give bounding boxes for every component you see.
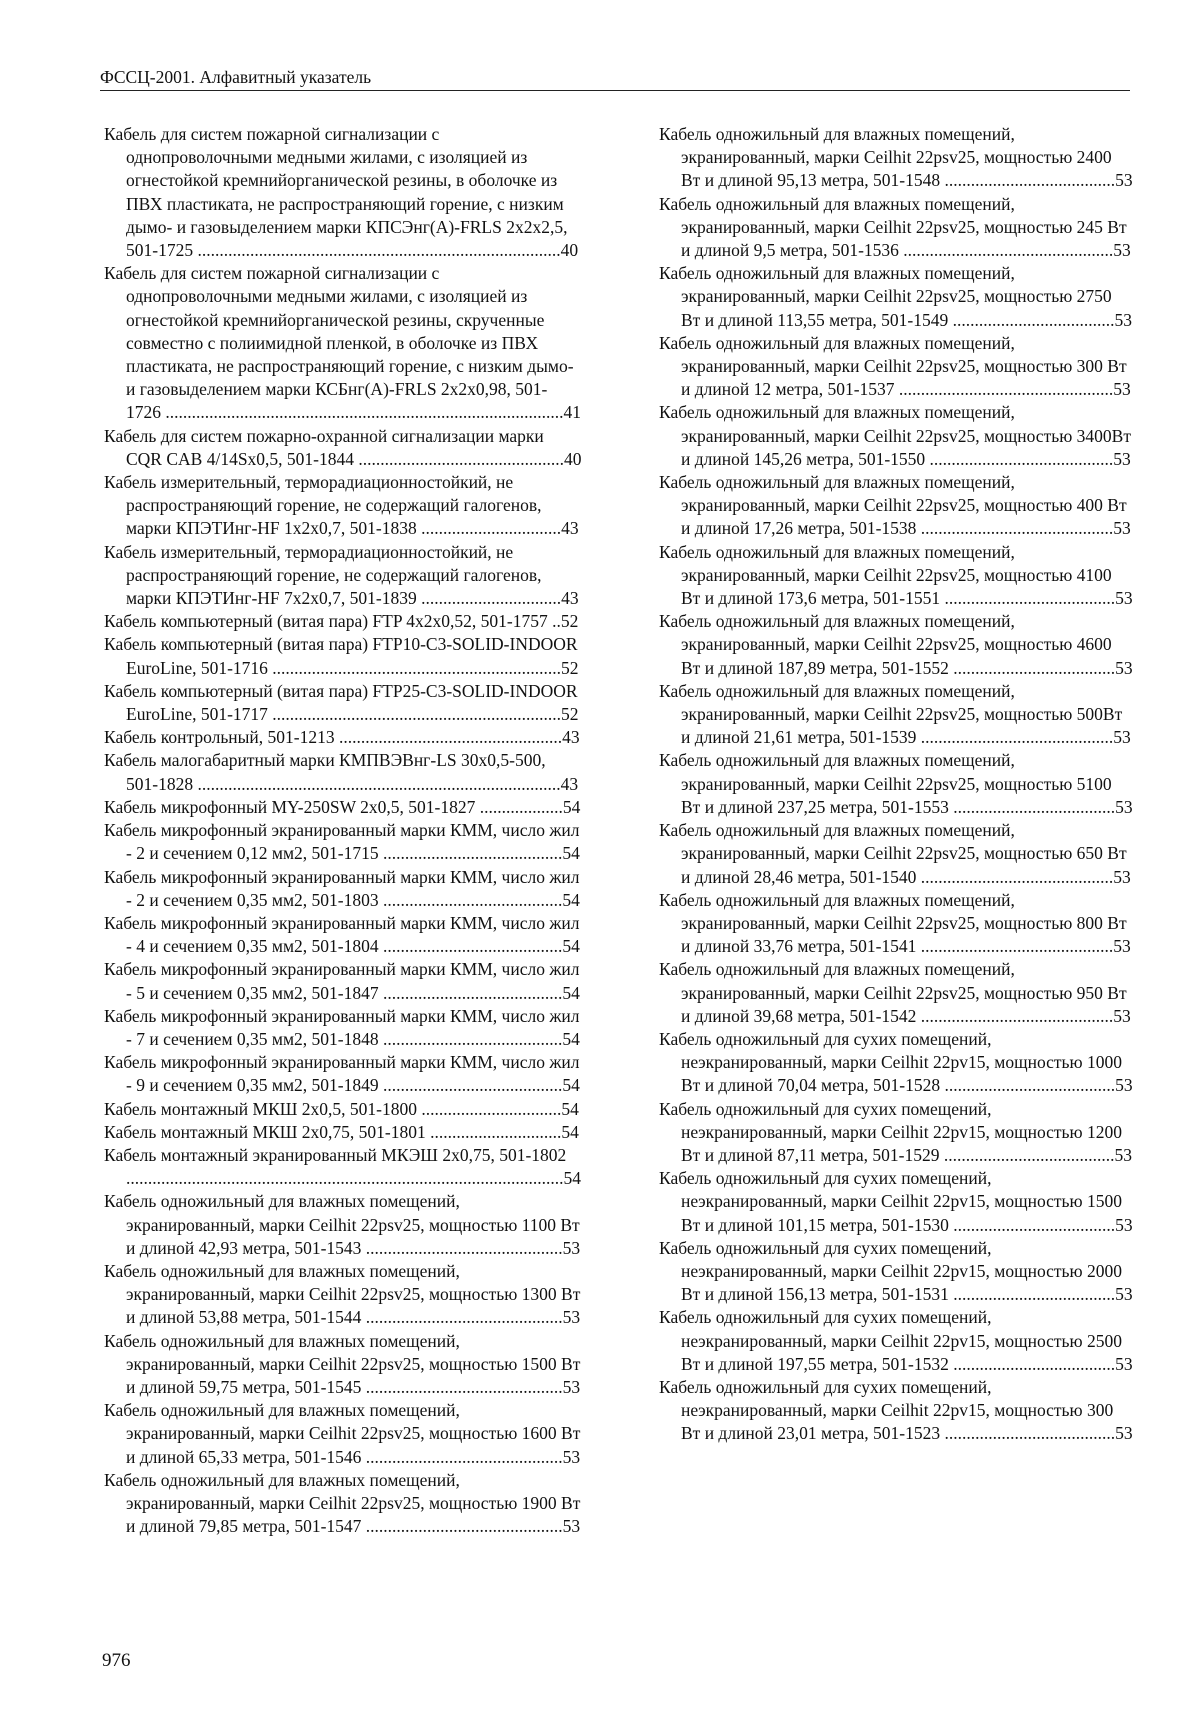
index-entry <box>104 680 582 726</box>
index-entry <box>104 1121 582 1144</box>
entry-page-number: 40 <box>560 240 579 261</box>
entry-text: Кабель одножильный для влажных помещений, экранированный, марки Ceilhit 22psv25, мощностью 800 Вт и длиной 33,76 метра, 501-1541 <box>659 889 1127 957</box>
leader-dots: ............................................. <box>365 1516 563 1537</box>
entry-text: Кабель одножильный для сухих помещений, неэкранированный, марки Ceilhit 22pv15, мощностью 2000 Вт и длиной 156,13 метра, 501-1531 <box>659 1237 1122 1305</box>
entry-text: Кабель микрофонный экранированный марки КММ, число жил - 2 и сечением 0,35 мм2, 501-1803 <box>104 866 580 910</box>
index-entry <box>104 1005 582 1051</box>
entry-text: Кабель одножильный для влажных помещений, экранированный, марки Ceilhit 22psv25, мощностью 650 Вт и длиной 28,46 метра, 501-1540 <box>659 820 1127 887</box>
entry-text: Кабель одножильный для влажных помещений, экранированный, марки Ceilhit 22psv25, мощностью 1500 Вт и длиной 59,75 метра, 501-1545 <box>104 1330 581 1397</box>
entry-page-number: 53 <box>562 1376 581 1397</box>
entry-page-number: 53 <box>1115 588 1133 609</box>
entry-text: Кабель микрофонный MY-250SW 2х0,5, 501-1827 <box>104 796 476 817</box>
entry-text: Кабель микрофонный экранированный марки КММ, число жил - 4 и сечением 0,35 мм2, 501-1804 <box>104 912 580 957</box>
index-entry <box>104 1190 582 1260</box>
leader-dots: ................................................................................... <box>197 240 561 261</box>
entry-text: Кабель одножильный для сухих помещений, неэкранированный, марки Ceilhit 22pv15, мощностью 1200 Вт и длиной 87,11 метра, 501-1529 <box>659 1098 1122 1165</box>
leader-dots: .................................................................................................... <box>126 1168 564 1189</box>
leader-dots: .................................................................. <box>272 704 562 725</box>
index-entry <box>104 1469 582 1539</box>
entry-page-number: 43 <box>561 518 579 539</box>
index-entry <box>104 541 582 611</box>
leader-dots: ................................ <box>421 588 562 609</box>
index-entry <box>659 819 1134 889</box>
entry-page-number: 40 <box>564 448 582 469</box>
index-entry <box>659 958 1134 1028</box>
index-entry <box>659 471 1134 541</box>
leader-dots: ......................................... <box>383 889 563 910</box>
leader-dots: ..................................... <box>952 309 1115 330</box>
entry-text: Кабель одножильный для влажных помещений, экранированный, марки Ceilhit 22psv25, мощностью 245 Вт и длиной 9,5 метра, 501-1536 <box>659 193 1127 261</box>
index-entry <box>659 541 1134 611</box>
leader-dots: ................................................ <box>903 240 1114 261</box>
leader-dots: ....................................... <box>943 1144 1115 1165</box>
entry-text: Кабель одножильный для влажных помещений, экранированный, марки Ceilhit 22psv25, мощностью 4100 Вт и длиной 173,6 метра, 501-1551 <box>659 541 1112 609</box>
entry-page-number: 54 <box>561 1121 579 1142</box>
entry-text: Кабель одножильный для влажных помещений, экранированный, марки Ceilhit 22psv25, мощностью 400 Вт и длиной 17,26 метра, 501-1538 <box>659 472 1127 539</box>
entry-page-number: 43 <box>560 773 579 794</box>
index-entry <box>104 1260 582 1330</box>
entry-page-number: 53 <box>1115 1075 1133 1096</box>
index-entry <box>104 912 582 958</box>
entry-page-number: 53 <box>1115 170 1133 191</box>
entry-text: Кабель контрольный, 501-1213 <box>104 727 335 748</box>
index-entry <box>104 796 582 819</box>
entry-page-number: 53 <box>1113 379 1131 400</box>
entry-text: Кабель одножильный для влажных помещений, экранированный, марки Ceilhit 22psv25, мощностью 300 Вт и длиной 12 метра, 501-1537 <box>659 332 1127 400</box>
index-entry <box>659 123 1134 193</box>
leader-dots: .............................. <box>430 1121 562 1142</box>
index-entry <box>104 1399 582 1469</box>
entry-page-number: 53 <box>1113 240 1131 261</box>
entry-text: Кабель измерительный, терморадиационностойкий, не распространяющий горение, не содержащий галогенов, марки КПЭТИнг-HF 7х2х0,7, 501-1839 <box>104 541 542 609</box>
leader-dots: ......................................... <box>383 1028 563 1049</box>
page-header <box>100 66 1130 91</box>
entry-text: Кабель одножильный для влажных помещений, экранированный, марки Ceilhit 22psv25, мощностью 2750 Вт и длиной 113,55 метра, 501-1549 <box>659 263 1112 330</box>
index-entry <box>659 262 1134 332</box>
entry-page-number: 53 <box>562 1237 581 1258</box>
entry-text: Кабель для систем пожарно-охранной сигнализации марки CQR CAB 4/14Sx0,5, 501-1844 <box>104 425 544 469</box>
index-entry <box>659 680 1134 750</box>
entry-page-number: 54 <box>563 1168 581 1189</box>
leader-dots: ..................................... <box>953 1353 1116 1374</box>
entry-page-number: 54 <box>562 936 580 957</box>
leader-dots: ................................ <box>421 518 562 539</box>
leader-dots: ............................................... <box>358 448 565 469</box>
entry-page-number: 52 <box>561 657 579 678</box>
entry-page-number: 53 <box>1115 1284 1133 1305</box>
leader-dots: ................................................... <box>339 727 563 748</box>
leader-dots: ........................................................................................... <box>165 402 564 423</box>
leader-dots: ..................................... <box>953 796 1116 817</box>
entry-page-number: 54 <box>562 982 580 1003</box>
entry-page-number: 53 <box>1115 1353 1133 1374</box>
leader-dots: .. <box>552 611 561 632</box>
leader-dots: ............................................. <box>365 1237 563 1258</box>
entry-page-number: 53 <box>1114 1144 1132 1165</box>
entry-text: Кабель одножильный для влажных помещений, экранированный, марки Ceilhit 22psv25, мощностью 1900 Вт и длиной 79,85 метра, 501-1547 <box>104 1469 581 1537</box>
index-entry <box>659 401 1134 471</box>
entry-page-number: 53 <box>1115 1423 1133 1444</box>
entry-text: Кабель одножильный для влажных помещений, экранированный, марки Ceilhit 22psv25, мощностью 4600 Вт и длиной 187,89 метра, 501-1552 <box>659 611 1112 678</box>
index-entry <box>104 1330 582 1400</box>
leader-dots: .......................................... <box>929 448 1114 469</box>
page-number: 976 <box>102 1650 131 1671</box>
entry-page-number: 53 <box>562 1516 581 1537</box>
entry-page-number: 53 <box>1115 1214 1133 1235</box>
entry-page-number: 54 <box>562 796 581 817</box>
index-entry <box>659 1376 1134 1446</box>
index-entry <box>104 471 582 541</box>
index-entry <box>659 889 1134 959</box>
leader-dots: ......................................... <box>383 982 563 1003</box>
entry-text: Кабель малогабаритный марки КМПВЭВнг-LS 30х0,5-500, 501-1828 <box>104 750 546 794</box>
entry-text: Кабель одножильный для сухих помещений, неэкранированный, марки Ceilhit 22pv15, мощностью 2500 Вт и длиной 197,55 метра, 501-1532 <box>659 1307 1122 1374</box>
leader-dots: ............................................ <box>920 866 1114 887</box>
entry-page-number: 41 <box>563 402 581 423</box>
entry-text: Кабель одножильный для сухих помещений, неэкранированный, марки Ceilhit 22pv15, мощностью 1000 Вт и длиной 70,04 метра, 501-1528 <box>659 1028 1122 1096</box>
entry-text: Кабель компьютерный (витая пара) FTP10-C3-SOLID-INDOOR EuroLine, 501-1716 <box>104 634 578 678</box>
entry-page-number: 54 <box>562 843 580 864</box>
entry-text: Кабель одножильный для влажных помещений, экранированный, марки Ceilhit 22psv25, мощностью 1600 Вт и длиной 65,33 метра, 501-1546 <box>104 1400 581 1467</box>
index-entry <box>659 1167 1134 1237</box>
entry-page-number: 54 <box>561 1098 579 1119</box>
index-entry <box>104 1098 582 1121</box>
index-entry <box>104 726 582 749</box>
entry-text: Кабель одножильный для влажных помещений, экранированный, марки Ceilhit 22psv25, мощностью 1300 Вт и длиной 53,88 метра, 501-1544 <box>104 1260 581 1328</box>
index-entry <box>659 1306 1134 1376</box>
entry-text: Кабель одножильный для влажных помещений, экранированный, марки Ceilhit 22psv25, мощностью 950 Вт и длиной 39,68 метра, 501-1542 <box>659 959 1127 1026</box>
entry-page-number: 53 <box>1113 518 1131 539</box>
leader-dots: ..................................... <box>953 1214 1116 1235</box>
leader-dots: ................................................. <box>898 379 1114 400</box>
entry-text: Кабель одножильный для влажных помещений, экранированный, марки Ceilhit 22psv25, мощностью 500Вт и длиной 21,61 метра, 501-1539 <box>659 680 1123 748</box>
entry-text: Кабель микрофонный экранированный марки КММ, число жил - 2 и сечением 0,12 мм2, 501-1715 <box>104 820 580 864</box>
index-entry <box>104 1051 582 1097</box>
leader-dots: ....................................... <box>944 1075 1116 1096</box>
leader-dots: ....................................... <box>944 170 1116 191</box>
index-entry <box>104 633 582 679</box>
entry-text: Кабель микрофонный экранированный марки КММ, число жил - 5 и сечением 0,35 мм2, 501-1847 <box>104 959 580 1003</box>
entry-text: Кабель одножильный для влажных помещений, экранированный, марки Ceilhit 22psv25, мощностью 2400 Вт и длиной 95,13 метра, 501-1548 <box>659 124 1112 191</box>
entry-page-number: 53 <box>562 1307 581 1328</box>
leader-dots: ......................................... <box>383 843 563 864</box>
leader-dots: ................... <box>479 796 563 817</box>
entry-text: Кабель компьютерный (витая пара) FTP25-C3-SOLID-INDOOR EuroLine, 501-1717 <box>104 680 578 725</box>
entry-text: Кабель для систем пожарной сигнализации с однопроволочными медными жилами, с изоляцией из огнестойкой кремнийорганической резины, в оболочке из ПВХ пластиката, не распространяющий горение, с низким дымо- и газовыделением марки КПСЭнг(А)-FRLS 2х2х2,5, 501-1725 <box>104 124 568 261</box>
entry-text: Кабель микрофонный экранированный марки КММ, число жил - 9 и сечением 0,35 мм2, 501-1849 <box>104 1052 580 1096</box>
leader-dots: ............................................. <box>365 1307 563 1328</box>
entry-page-number: 53 <box>1113 448 1131 469</box>
entry-text: Кабель компьютерный (витая пара) FTP 4х2х0,52, 501-1757 <box>104 611 548 632</box>
index-entry <box>104 749 582 795</box>
entry-text: Кабель монтажный МКШ 2х0,5, 501-1800 <box>104 1098 417 1119</box>
leader-dots: ............................................ <box>920 936 1114 957</box>
leader-dots: ............................................ <box>920 1005 1114 1026</box>
leader-dots: .................................................................. <box>272 657 562 678</box>
leader-dots: ..................................... <box>953 657 1116 678</box>
index-entry <box>104 425 582 471</box>
entry-page-number: 52 <box>560 611 579 632</box>
entry-page-number: 54 <box>562 1028 580 1049</box>
entry-text: Кабель микрофонный экранированный марки КММ, число жил - 7 и сечением 0,35 мм2, 501-1848 <box>104 1005 580 1049</box>
entry-page-number: 53 <box>1113 727 1131 748</box>
index-entry <box>659 193 1134 263</box>
entry-page-number: 43 <box>562 727 580 748</box>
entry-text: Кабель одножильный для сухих помещений, неэкранированный, марки Ceilhit 22pv15, мощностью 300 Вт и длиной 23,01 метра, 501-1523 <box>659 1376 1114 1444</box>
index-entry <box>659 1237 1134 1307</box>
entry-text: Кабель измерительный, терморадиационностойкий, не распространяющий горение, не содержащий галогенов, марки КПЭТИнг-HF 1х2х0,7, 501-1838 <box>104 472 542 539</box>
entry-text: Кабель одножильный для сухих помещений, неэкранированный, марки Ceilhit 22pv15, мощностью 1500 Вт и длиной 101,15 метра, 501-1530 <box>659 1168 1122 1235</box>
index-entry <box>659 332 1134 402</box>
index-entry <box>659 1098 1134 1168</box>
leader-dots: ............................................ <box>920 518 1114 539</box>
entry-page-number: 53 <box>1113 936 1131 957</box>
index-entry <box>659 610 1134 680</box>
index-column-left <box>104 123 582 1538</box>
index-entry <box>104 610 582 633</box>
entry-text: Кабель монтажный МКШ 2х0,75, 501-1801 <box>104 1121 426 1142</box>
entry-page-number: 53 <box>1114 309 1132 330</box>
entry-page-number: 43 <box>561 588 579 609</box>
entry-page-number: 52 <box>561 704 579 725</box>
leader-dots: ......................................... <box>383 1075 563 1096</box>
leader-dots: ............................................ <box>920 727 1114 748</box>
index-entry <box>659 749 1134 819</box>
entry-page-number: 53 <box>1113 1005 1131 1026</box>
leader-dots: ....................................... <box>944 588 1116 609</box>
entry-page-number: 53 <box>1113 866 1131 887</box>
entry-text: Кабель одножильный для влажных помещений, экранированный, марки Ceilhit 22psv25, мощностью 1100 Вт и длиной 42,93 метра, 501-1543 <box>104 1191 580 1258</box>
leader-dots: ................................................................................... <box>197 773 561 794</box>
entry-text: Кабель одножильный для влажных помещений, экранированный, марки Ceilhit 22psv25, мощностью 3400Вт и длиной 145,26 метра, 501-1550 <box>659 402 1131 469</box>
index-entry <box>104 262 582 424</box>
index-column-right <box>659 123 1134 1446</box>
header-title: ФССЦ-2001. Алфавитный указатель <box>100 67 372 87</box>
leader-dots: ............................................. <box>365 1376 563 1397</box>
entry-page-number: 53 <box>562 1446 581 1467</box>
entry-page-number: 53 <box>1115 796 1133 817</box>
index-entry <box>659 1028 1134 1098</box>
leader-dots: ............................................. <box>365 1446 563 1467</box>
leader-dots: ......................................... <box>383 936 563 957</box>
entry-page-number: 54 <box>562 1075 580 1096</box>
index-entry <box>104 958 582 1004</box>
entry-text: Кабель для систем пожарной сигнализации с однопроволочными медными жилами, с изоляцией из огнестойкой кремнийорганической резины, скрученные совместно с полиимидной пленкой, в оболочке из ПВХ пластиката, не распространяющий горение, с низким дымо- и газовыделением марки КСБнг(А)-FRLS 2х2х0,98, 501-1726 <box>104 263 574 423</box>
leader-dots: ................................ <box>421 1098 562 1119</box>
leader-dots: ....................................... <box>944 1423 1116 1444</box>
entry-page-number: 54 <box>562 889 580 910</box>
index-entry <box>104 123 582 262</box>
leader-dots: ..................................... <box>953 1284 1116 1305</box>
index-entry <box>104 1144 582 1190</box>
index-entry <box>104 866 582 912</box>
index-entry <box>104 819 582 865</box>
entry-text: Кабель монтажный экранированный МКЭШ 2х0,75, 501-1802 <box>104 1144 567 1165</box>
entry-page-number: 53 <box>1115 657 1133 678</box>
entry-text: Кабель одножильный для влажных помещений, экранированный, марки Ceilhit 22psv25, мощностью 5100 Вт и длиной 237,25 метра, 501-1553 <box>659 750 1112 817</box>
